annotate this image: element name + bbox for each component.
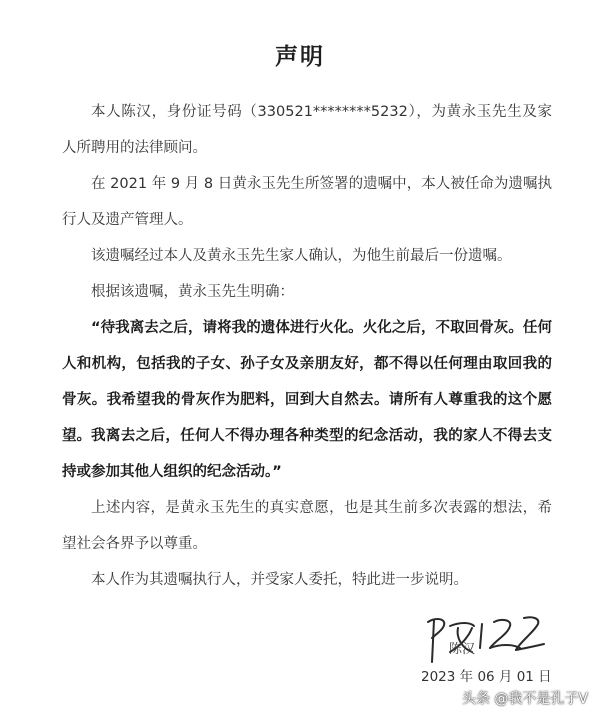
- paragraph-respect: 上述内容，是黄永玉先生的真实意愿，也是其生前多次表露的想法，希望社会各界予以尊重。: [62, 500, 552, 552]
- paragraph-will-memorial: 我离去之后，任何人不得办理各种类型的纪念活动，我的家人不得去支持或参加其他人组织的纪念活动。”: [62, 428, 552, 480]
- signer-name: 陈汉: [449, 642, 476, 657]
- paragraph-appointment: 在 2021 年 9 月 8 日黄永玉先生所签署的遗嘱中，本人被任命为遗嘱执行人及遗产管理人。: [62, 176, 552, 228]
- paragraph-identity: 本人陈汉，身份证号码（330521********5232），为黄永玉先生及家人所聘用的法律顾问。: [62, 104, 552, 156]
- paragraph-closing: 本人作为其遗嘱执行人，并受家人委托，特此进一步说明。: [91, 572, 468, 588]
- document-date: 2023 年 06 月 01 日: [421, 669, 552, 685]
- handwritten-signature: [420, 608, 550, 668]
- watermark: 头条 @我不是孔子V: [461, 691, 588, 707]
- paragraph-intro: 根据该遗嘱，黄永玉先生明确：: [91, 284, 294, 300]
- paragraph-will-ashes: “待我离去之后，请将我的遗体进行火化。火化之后，不取回骨灰。任何人和机构，包括我的子女、孙子女及亲朋友好，都不得以任何理由取回我的骨灰。我希望我的骨灰作为肥料，回到大自然去。请所有人尊重我的这个愿望。: [62, 320, 552, 444]
- document-title: 声明: [275, 44, 325, 70]
- paragraph-confirmation: 该遗嘱经过本人及黄永玉先生家人确认，为他生前最后一份遗嘱。: [91, 248, 512, 264]
